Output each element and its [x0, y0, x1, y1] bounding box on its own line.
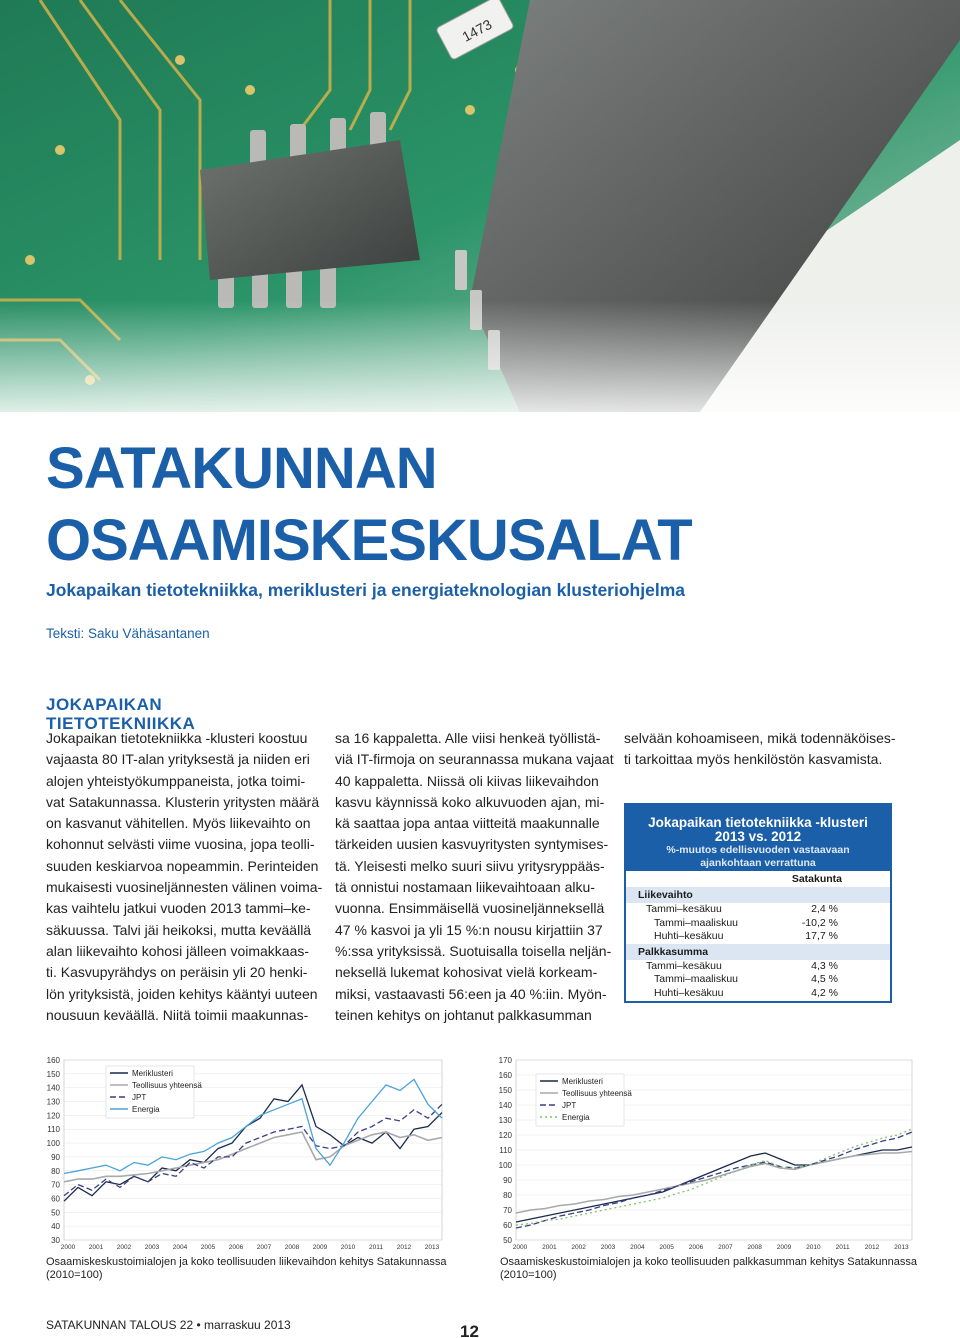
y-tick-label: 170 — [498, 1056, 512, 1065]
chip-label: 1473 — [459, 16, 495, 45]
body-text-line: sa 16 kappaletta. Alle viisi henkeä työllistä- — [335, 730, 601, 746]
info-box-row-value: 17,7 % — [805, 930, 838, 942]
y-tick-label: 120 — [46, 1111, 60, 1121]
body-text-line: viä IT-firmoja on seurannassa mukana vajaat — [335, 751, 614, 768]
x-tick-label: 2012 — [396, 1244, 412, 1251]
info-box-row — [626, 917, 890, 931]
body-text-line: 47 % kasvoi ja yli 15 %:n nousu kirjattiin 37 — [335, 921, 603, 938]
x-tick-label: 2006 — [688, 1244, 704, 1251]
info-box-subtitle-line-1: %-muutos edellisvuoden vastaavaan — [666, 844, 850, 856]
body-text-line: kasvu käynnissä koko alkuvuoden ajan, mi- — [335, 793, 605, 810]
circuit-board-illustration — [0, 0, 960, 412]
y-tick-label: 40 — [51, 1222, 60, 1232]
info-box-row-label: Tammi–kesäkuu — [646, 959, 722, 972]
revenue-chart-caption-line-2: (2010=100) — [46, 1269, 103, 1281]
x-tick-label: 2004 — [630, 1244, 645, 1251]
x-tick-label: 2011 — [835, 1244, 850, 1251]
payroll-line-chart — [490, 1052, 920, 1252]
x-tick-label: 2001 — [542, 1244, 557, 1251]
x-tick-label: 2006 — [228, 1244, 244, 1251]
x-tick-label: 2002 — [571, 1244, 586, 1251]
info-box-row-value: -10,2 % — [801, 916, 838, 929]
info-box-row — [626, 973, 890, 987]
x-tick-label: 2007 — [256, 1244, 272, 1251]
y-tick-label: 60 — [51, 1194, 60, 1204]
x-tick-label: 2013 — [894, 1244, 909, 1251]
body-text-line: alojen yhteistyökumppaneista, jotka toimi- — [46, 772, 306, 789]
legend-label: JPT — [132, 1093, 147, 1102]
body-text-line: lön yrityksistä, joiden kehitys kääntyi uuteen — [46, 985, 318, 1002]
info-box-row — [626, 930, 890, 944]
payroll-chart-caption-line-1: Osaamiskeskustoimialojen ja koko teollisuuden palkkasumman kehitys Satakunnassa — [500, 1256, 917, 1268]
y-tick-label: 70 — [503, 1206, 512, 1215]
hero-photo — [0, 0, 960, 412]
info-box-row-label: Huhti–kesäkuu — [654, 986, 724, 999]
x-tick-label: 2009 — [312, 1244, 328, 1251]
article-byline: Teksti: Saku Vähäsantanen — [46, 626, 210, 641]
x-tick-label: 2003 — [144, 1244, 160, 1251]
x-tick-label: 2013 — [424, 1244, 440, 1251]
y-tick-label: 50 — [51, 1208, 60, 1218]
y-tick-label: 100 — [46, 1139, 60, 1149]
y-tick-label: 100 — [498, 1161, 512, 1170]
info-box-row-value: 4,3 % — [811, 959, 838, 972]
body-text-line: vajaasta 80 IT-alan yrityksestä ja niiden eri — [46, 751, 310, 768]
body-text-line: on kasvanut vähitellen. Myös liikevaihto on — [46, 815, 311, 832]
info-box-title-line-2: 2013 vs. 2012 — [714, 829, 802, 844]
body-text-line: alan liikevaihto kohosi jälleen voimakkaas- — [46, 942, 310, 959]
body-column-3 — [624, 728, 899, 771]
x-tick-label: 2005 — [659, 1244, 674, 1251]
legend-label: Meriklusteri — [562, 1077, 603, 1086]
body-text-line: suuden keskiarvoa nopeammin. Perinteiden — [46, 857, 319, 874]
y-tick-label: 110 — [47, 1125, 60, 1135]
x-tick-label: 2009 — [776, 1244, 792, 1251]
x-tick-label: 2001 — [88, 1244, 104, 1251]
payroll-chart-caption — [500, 1256, 917, 1282]
legend-label: Energia — [132, 1105, 160, 1114]
body-text-line: vuonna. Ensimmäisellä vuosineljänneksellä — [335, 900, 605, 917]
info-box-group-label: Liikevaihto — [626, 887, 890, 903]
x-tick-label: 2011 — [369, 1244, 383, 1251]
y-tick-label: 160 — [46, 1056, 60, 1065]
y-tick-label: 80 — [503, 1191, 512, 1200]
body-text-line: miksi, vastaavasti 56:een ja 40 %:iin. Myön- — [335, 985, 607, 1002]
x-tick-label: 2008 — [284, 1244, 300, 1251]
section-heading-line-1: JOKAPAIKAN — [46, 695, 163, 714]
legend-label: Teollisuus yhteensä — [562, 1089, 632, 1098]
legend-label: JPT — [562, 1101, 577, 1110]
revenue-line-chart — [30, 1052, 450, 1252]
y-tick-label: 140 — [498, 1101, 512, 1110]
body-text-line: kohonnut selvästi viime vuosina, jopa teolli- — [46, 836, 315, 853]
body-text-line: teinen kehitys on johtanut palkkasumman — [335, 1006, 592, 1023]
body-text-line: Jokapaikan tietotekniikka -klusteri koostuu — [46, 730, 308, 746]
x-tick-label: 2010 — [806, 1244, 821, 1251]
y-tick-label: 70 — [51, 1180, 60, 1190]
body-text-line: nousuun keväällä. Niitä toimii maakunnas- — [46, 1006, 309, 1023]
body-column-2 — [335, 728, 614, 1026]
y-tick-label: 90 — [503, 1176, 512, 1185]
info-box-group-label: Palkkasumma — [626, 944, 890, 960]
page-title-line-1: SATAKUNNAN — [46, 436, 437, 501]
body-text-line: 40 kappaletta. Niissä oli kiivas liikevaihdon — [335, 772, 599, 789]
legend-label: Energia — [562, 1113, 590, 1122]
payroll-chart-caption-line-2: (2010=100) — [500, 1269, 557, 1281]
info-box-header — [626, 805, 890, 871]
body-text-line: selvään kohoamiseen, mikä todennäköises- — [624, 730, 896, 746]
info-box-row-label: Tammi–kesäkuu — [646, 903, 722, 915]
info-box-table — [626, 887, 890, 1000]
y-tick-label: 110 — [499, 1146, 512, 1155]
y-tick-label: 50 — [503, 1236, 512, 1245]
body-text-line: kas vaihtelu jatkui vuoden 2013 tammi–ke- — [46, 900, 311, 917]
x-tick-label: 2000 — [512, 1244, 528, 1251]
info-box-row-value: 4,5 % — [811, 973, 838, 985]
body-text-line: tä. Yleisesti melko suuri siivu yritysryppääs- — [335, 857, 605, 874]
y-tick-label: 160 — [498, 1071, 512, 1080]
y-tick-label: 130 — [46, 1097, 60, 1107]
y-tick-label: 150 — [498, 1086, 512, 1095]
body-text-line: ti tarkoittaa myös henkilöstön kasvamista. — [624, 751, 883, 768]
y-tick-label: 80 — [51, 1166, 60, 1176]
info-box-row-label: Tammi–maaliskuu — [654, 916, 739, 929]
x-tick-label: 2000 — [60, 1244, 76, 1251]
y-tick-label: 150 — [46, 1069, 60, 1079]
info-box-row — [626, 960, 890, 974]
x-tick-label: 2012 — [864, 1244, 880, 1251]
x-tick-label: 2005 — [200, 1244, 216, 1251]
body-text-line: kä saattaa jopa antaa viitteitä maakunnalle — [335, 815, 600, 832]
x-tick-label: 2004 — [172, 1244, 188, 1251]
info-box-title-line-1: Jokapaikan tietotekniikka -klusteri — [648, 815, 868, 830]
section-heading-line-2: TIETOTEKNIIKKA — [46, 714, 196, 733]
body-text-line: %:ssa yrityksissä. Suotuisalla toisella neljän- — [335, 942, 612, 959]
body-text-line: tärkeiden uusien kasvuyritysten syntymises- — [335, 836, 609, 853]
page-number: 12 — [460, 1322, 479, 1338]
info-box-row-label: Huhti–kesäkuu — [654, 930, 724, 942]
legend-label: Teollisuus yhteensä — [132, 1081, 202, 1090]
page-title-line-2: OSAAMISKESKUSALAT — [46, 508, 692, 573]
revenue-chart-caption — [46, 1256, 447, 1282]
y-tick-label: 30 — [51, 1236, 60, 1245]
body-text-line: mukaisesti vuosineljännesten välinen voima- — [46, 879, 323, 896]
info-box-column-header: Satakunta — [791, 873, 842, 885]
y-tick-label: 130 — [498, 1116, 512, 1125]
info-box-row-value: 4,2 % — [811, 986, 838, 999]
info-box-subtitle-line-2: ajankohtaan verrattuna — [700, 857, 816, 869]
body-column-1 — [46, 728, 323, 1026]
y-tick-label: 90 — [51, 1152, 60, 1162]
x-tick-label: 2007 — [718, 1244, 733, 1251]
info-box-row-value: 2,4 % — [811, 903, 838, 915]
body-text-line: ti. Kasvupyrähdys on peräisin yli 20 henki- — [46, 964, 308, 981]
x-tick-label: 2010 — [340, 1244, 356, 1251]
y-tick-label: 120 — [498, 1131, 512, 1140]
article-subtitle: Jokapaikan tietotekniikka, meriklusteri ja energiateknologian klusteriohjelma — [46, 580, 685, 600]
statistics-info-box — [624, 803, 892, 1003]
y-tick-label: 60 — [503, 1221, 512, 1230]
x-tick-label: 2008 — [747, 1244, 762, 1251]
body-text-line: tä onnistui nostamaan liikevaihtoaan alku- — [335, 879, 595, 896]
x-tick-label: 2003 — [600, 1244, 616, 1251]
body-text-line: säkuussa. Talvi jäi heikoksi, mutta keväällä — [46, 921, 312, 938]
x-tick-label: 2002 — [116, 1244, 132, 1251]
body-text-line: neksellä lukemat kohosivat vielä korkeam- — [335, 964, 598, 981]
legend-label: Meriklusteri — [132, 1069, 173, 1078]
info-box-row-label: Tammi–maaliskuu — [654, 973, 739, 985]
y-tick-label: 140 — [46, 1083, 60, 1093]
revenue-chart-caption-line-1: Osaamiskeskustoimialojen ja koko teollisuuden liikevaihdon kehitys Satakunnassa — [46, 1256, 447, 1268]
info-box-row — [626, 987, 890, 1001]
info-box-row — [626, 903, 890, 917]
publication-footer: SATAKUNNAN TALOUS 22 • marraskuu 2013 — [46, 1318, 291, 1332]
body-text-line: vat Satakunnassa. Klusterin yritysten määrä — [46, 793, 320, 810]
